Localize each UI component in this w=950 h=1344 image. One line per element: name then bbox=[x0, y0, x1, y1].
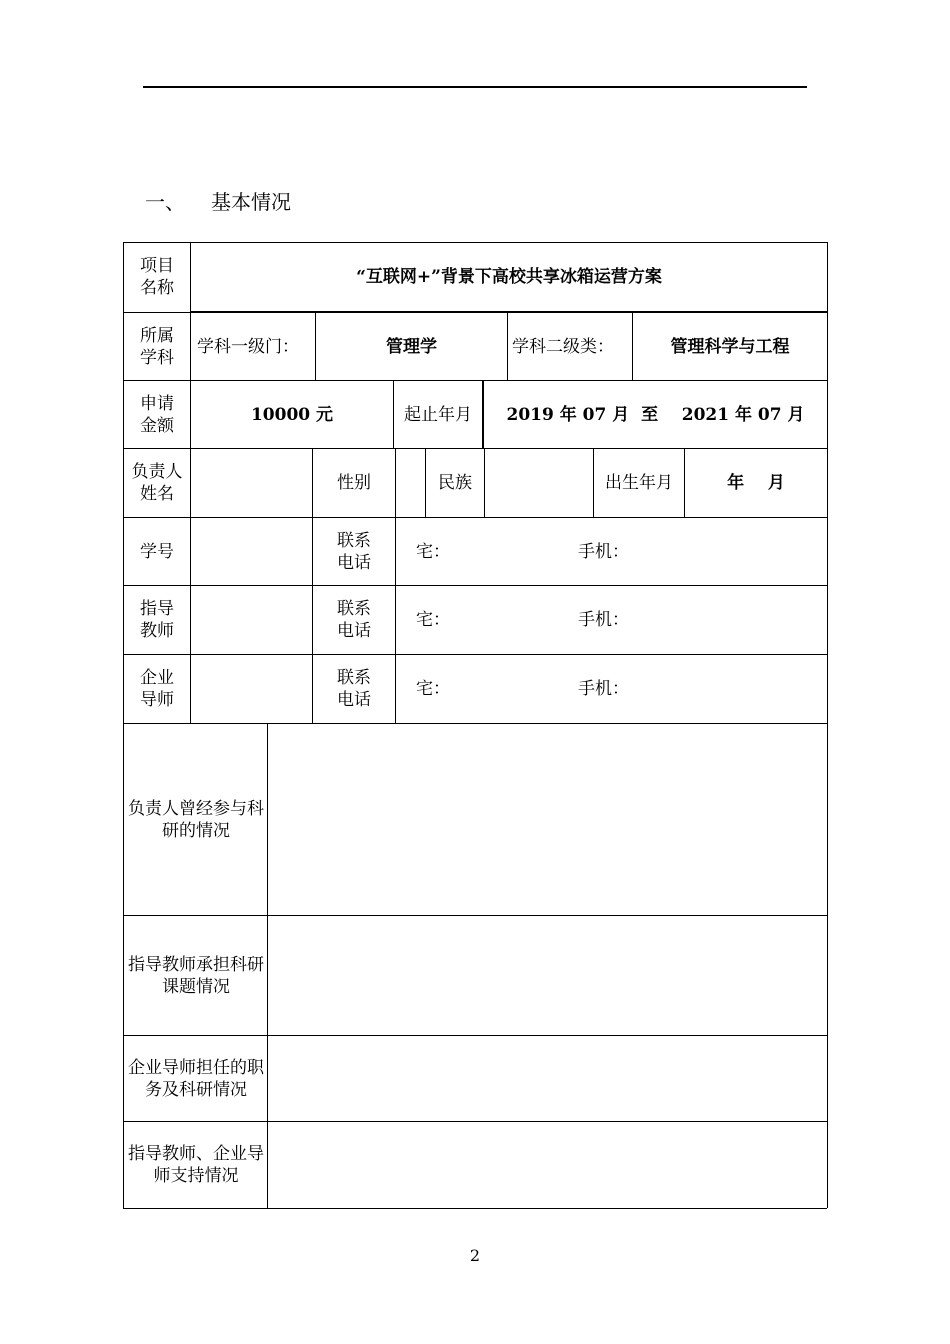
birth-value: 年 月 bbox=[727, 473, 785, 493]
company-mentor-label: 企业 导师 bbox=[140, 668, 174, 710]
advisor-home-label: 宅： bbox=[416, 610, 450, 630]
project-name-label: 项目 名称 bbox=[140, 256, 174, 298]
page-number: 2 bbox=[469, 1246, 481, 1265]
section-title: 基本情况 bbox=[211, 190, 291, 214]
student-contact-label: 联系 电话 bbox=[337, 530, 371, 573]
period-value: 2019 年 07 月 至 2021 年 07 月 bbox=[506, 404, 805, 425]
section-heading bbox=[145, 186, 291, 215]
gender-label: 性别 bbox=[337, 473, 371, 493]
discipline-level2-value: 管理科学与工程 bbox=[670, 336, 790, 357]
advisor-contact-label: 联系 电话 bbox=[337, 599, 371, 641]
birth-label: 出生年月 bbox=[605, 473, 673, 493]
student-id-label: 学号 bbox=[140, 541, 174, 562]
amount-value: 10000 元 bbox=[250, 404, 334, 425]
advisor-label: 指导 教师 bbox=[140, 599, 174, 641]
discipline-level1-value: 管理学 bbox=[386, 336, 437, 357]
student-mobile-label: 手机： bbox=[578, 541, 629, 562]
mentor-duties-label: 企业导师担任的职务及科研情况 bbox=[128, 1057, 264, 1100]
mentor-home-label: 宅： bbox=[416, 679, 450, 699]
header-rule bbox=[143, 86, 807, 88]
period-label: 起止年月 bbox=[404, 404, 472, 425]
section-number: 一、 bbox=[145, 190, 185, 214]
amount-label: 申请 金额 bbox=[140, 393, 174, 436]
mentor-contact-label: 联系 电话 bbox=[337, 668, 371, 710]
advisor-projects-label: 指导教师承担科研课题情况 bbox=[128, 954, 264, 997]
leader-research-label: 负责人曾经参与科研的情况 bbox=[128, 798, 264, 841]
leader-name-label: 负责人 姓名 bbox=[131, 462, 183, 504]
ethnicity-label: 民族 bbox=[438, 473, 472, 493]
project-name-value: “互联网+”背景下高校共享冰箱运营方案 bbox=[356, 267, 662, 287]
student-home-label: 宅： bbox=[416, 541, 450, 562]
discipline-label: 所属 学科 bbox=[140, 325, 174, 368]
discipline-level1-label: 学科一级门： bbox=[197, 336, 299, 357]
discipline-level2-label: 学科二级类： bbox=[512, 336, 614, 357]
support-label: 指导教师、企业导师支持情况 bbox=[128, 1144, 264, 1186]
advisor-mobile-label: 手机： bbox=[578, 610, 629, 630]
mentor-mobile-label: 手机： bbox=[578, 679, 629, 699]
